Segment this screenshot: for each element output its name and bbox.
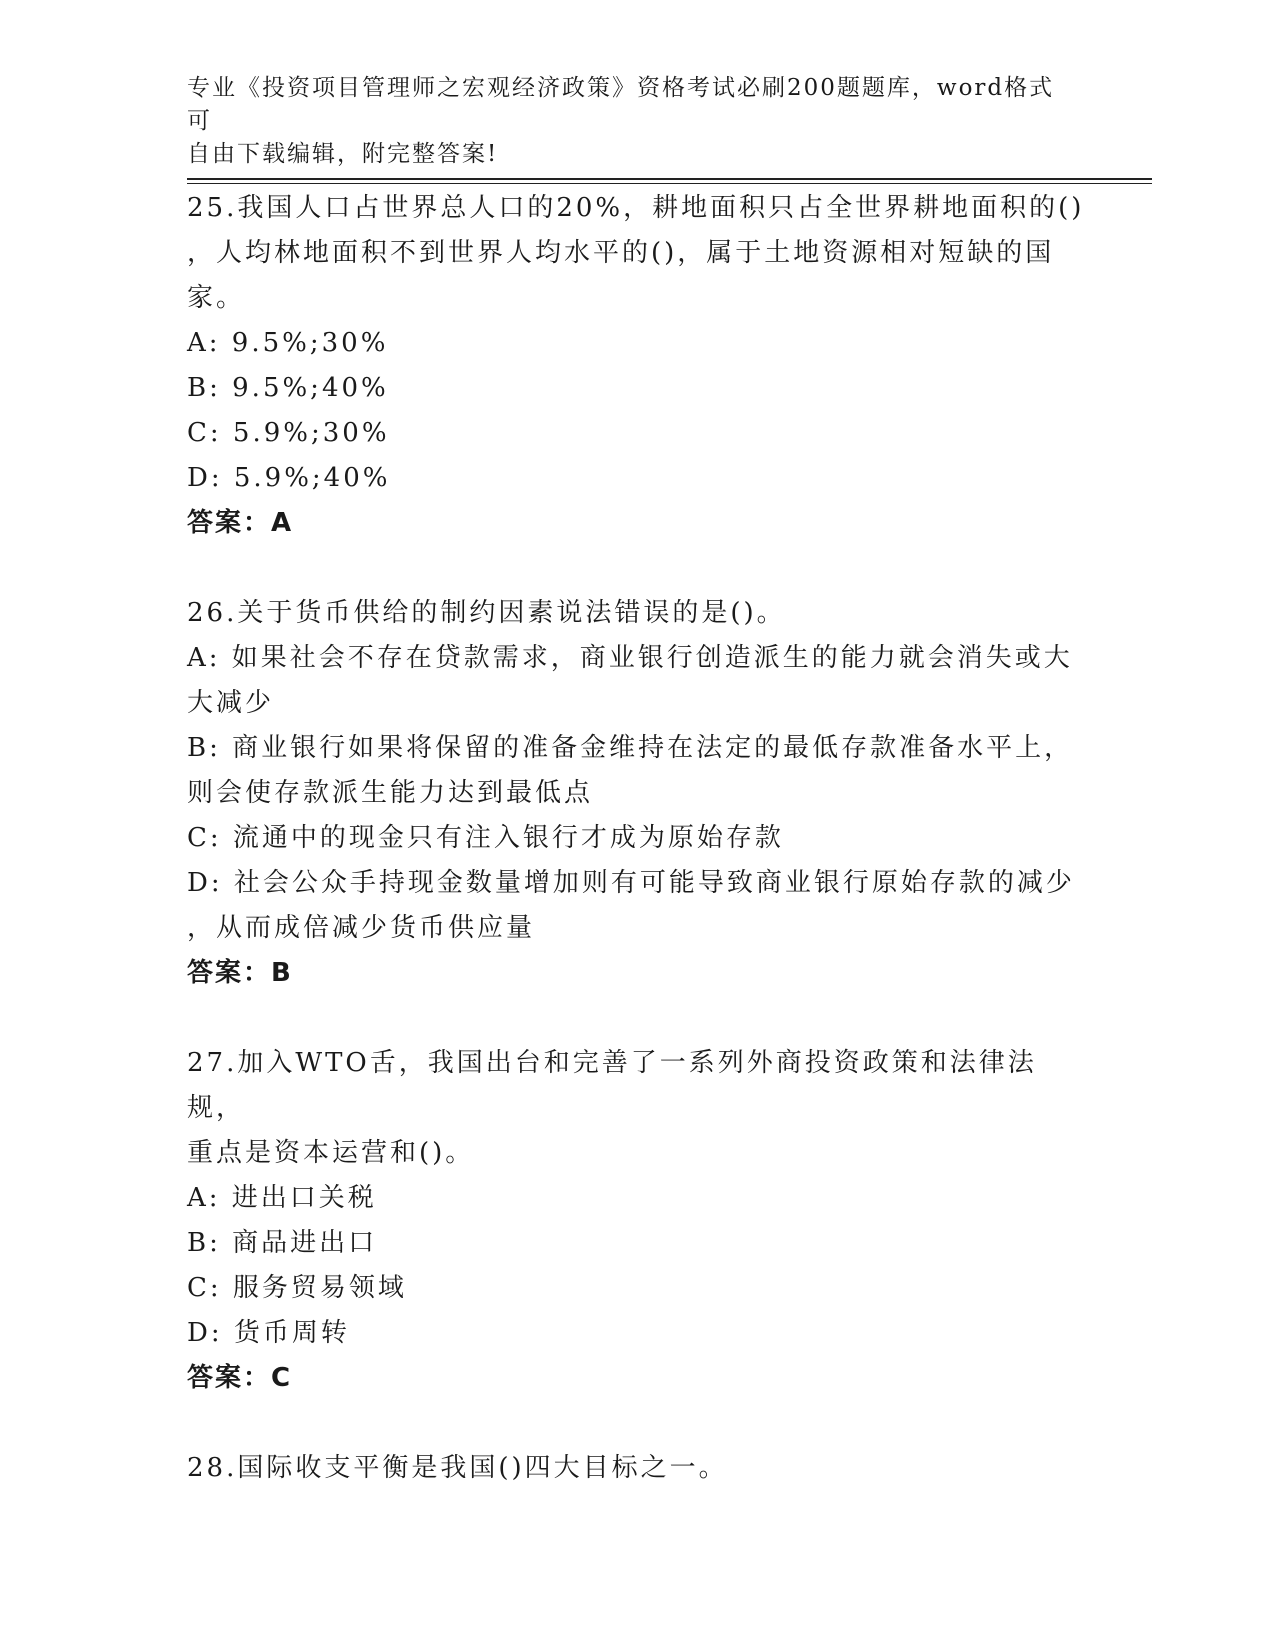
question-block: [187, 1446, 1087, 1491]
option-line: B: 9.5%;40%: [187, 373, 389, 403]
question-block: [187, 1041, 1087, 1401]
question-block: [187, 591, 1087, 996]
option-line: A: 9.5%;30%: [187, 328, 389, 358]
header-line-2: 自由下载编辑，附完整答案!: [187, 141, 499, 167]
option-line: B: 商业银行如果将保留的准备金维持在法定的最低存款准备水平上，: [187, 733, 1074, 763]
document-header: [187, 72, 1067, 171]
answer-text: 答案：B: [187, 958, 293, 988]
question-text-line: 家。: [187, 283, 246, 313]
option-line: B: 商品进出口: [187, 1228, 378, 1258]
option-line: D: 货币周转: [187, 1318, 350, 1348]
option-line: C: 服务贸易领域: [187, 1273, 407, 1303]
option-line: ，从而成倍减少货币供应量: [187, 913, 536, 943]
question-text-line: 28.国际收支平衡是我国()四大目标之一。: [187, 1453, 728, 1483]
option-line: D: 社会公众手持现金数量增加则有可能导致商业银行原始存款的减少: [187, 868, 1075, 898]
question-block: [187, 186, 1087, 546]
answer-text: 答案：A: [187, 508, 294, 538]
option-line: C: 流通中的现金只有注入银行才成为原始存款: [187, 823, 784, 853]
option-line: A: 进出口关税: [187, 1183, 377, 1213]
option-line: 大减少: [187, 688, 275, 718]
question-text-line: ，人均林地面积不到世界人均水平的()，属于土地资源相对短缺的国: [187, 238, 1055, 268]
question-text-line: 27.加入WTO舌，我国出台和完善了一系列外商投资政策和法律法规，: [187, 1048, 1037, 1123]
question-text-line: 25.我国人口占世界总人口的20%，耕地面积只占全世界耕地面积的(): [187, 193, 1085, 223]
answer-text: 答案：C: [187, 1363, 293, 1393]
header-rule-thin: [187, 183, 1152, 184]
question-text-line: 重点是资本运营和()。: [187, 1138, 475, 1168]
question-list: [187, 186, 1087, 1491]
option-line: C: 5.9%;30%: [187, 418, 390, 448]
header-line-1: 专业《投资项目管理师之宏观经济政策》资格考试必刷200题题库，word格式可: [187, 75, 1055, 134]
option-line: A: 如果社会不存在贷款需求，商业银行创造派生的能力就会消失或大: [187, 643, 1073, 673]
question-text-line: 26.关于货币供给的制约因素说法错误的是()。: [187, 598, 786, 628]
option-line: D: 5.9%;40%: [187, 463, 391, 493]
header-rule-thick: [187, 178, 1152, 180]
option-line: 则会使存款派生能力达到最低点: [187, 778, 594, 808]
